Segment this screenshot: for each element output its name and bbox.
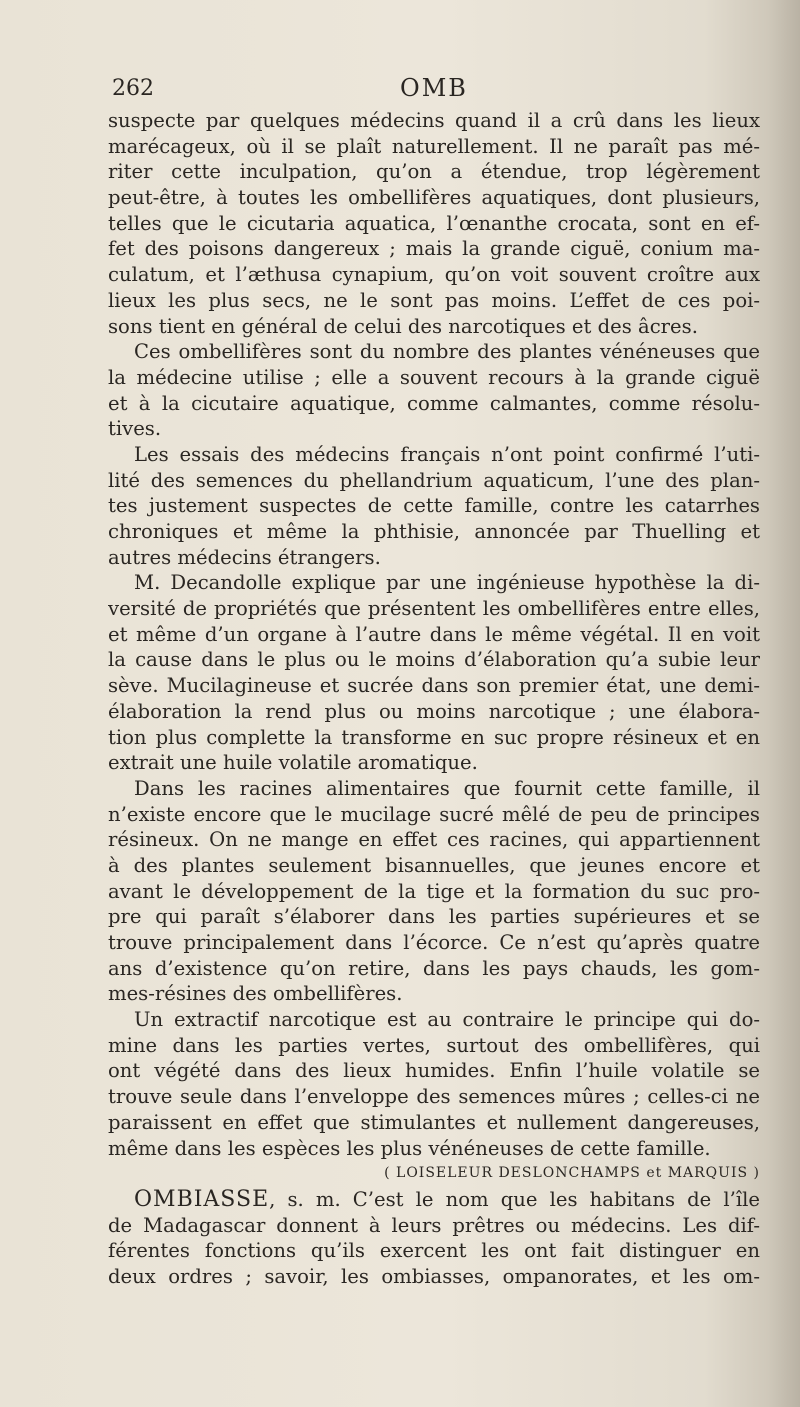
text-line: trouve principalement dans l’écorce. Ce n’est qu’après quatre: [108, 931, 760, 954]
text-line: fet des poisons dangereux ; mais la grande ciguë, conium ma-: [108, 237, 760, 261]
text-line: Les essais des médecins français n’ont point confirmé l’uti-: [134, 442, 760, 466]
text-line: mine dans les parties vertes, surtout des ombellifères, qui: [108, 1033, 760, 1057]
text-line: lieux les plus secs, ne le sont pas moins. L’effet de ces poi-: [108, 288, 760, 312]
text-line: Ces ombellifères sont du nombre des plantes vénéneuses que: [134, 340, 760, 364]
text-line: extrait une huile volatile aromatique.: [108, 751, 478, 775]
text-line: la médecine utilise ; elle a souvent recours à la grande ciguë: [108, 365, 760, 389]
text-line: marécageux, où il se plaît naturellement. Il ne paraît pas mé-: [108, 134, 760, 158]
text-line: même dans les espèces les plus vénéneuses de cette famille.: [108, 1136, 711, 1160]
text-line: chroniques et même la phthisie, annoncée par Thuelling et: [108, 520, 760, 543]
running-head: OMB: [400, 74, 468, 102]
body-text: [108, 108, 760, 1290]
text-line: culatum, et l’æthusa cynapium, qu’on voit souvent croître aux: [108, 263, 760, 287]
text-line: tion plus complette la transforme en suc propre résineux et en: [108, 725, 760, 749]
page-header: [108, 74, 760, 104]
text-line: et même d’un organe à l’autre dans le même végétal. Il en voit: [108, 622, 760, 646]
text-line: ont végété dans des lieux humides. Enfin l’huile volatile se: [108, 1059, 760, 1083]
text-line: ans d’existence qu’on retire, dans les pays chauds, les gom-: [108, 956, 760, 980]
text-line: avant le développement de la tige et la formation du suc pro-: [108, 879, 760, 903]
text-line: résineux. On ne mange en effet ces racines, qui appartiennent: [108, 828, 760, 852]
entry-text-line: férentes fonctions qu’ils exercent les ont fait distinguer en: [108, 1239, 760, 1263]
text-line: versité de propriétés que présentent les ombellifères entre elles,: [108, 597, 760, 621]
text-line: élaboration la rend plus ou moins narcotique ; une élabora-: [108, 699, 760, 723]
text-line: tives.: [108, 417, 162, 441]
text-line: autres médecins étrangers.: [108, 545, 381, 569]
text-line: trouve seule dans l’enveloppe des semences mûres ; celles-ci ne: [108, 1085, 760, 1109]
text-line: et à la cicutaire aquatique, comme calmantes, comme résolu-: [108, 391, 760, 415]
entry-first-line: [108, 1187, 760, 1213]
page-number: 262: [112, 76, 154, 101]
text-line: riter cette inculpation, qu’on a étendue, trop légèrement: [108, 160, 760, 184]
text-line: à des plantes seulement bisannuelles, que jeunes encore et: [108, 853, 760, 877]
entry-headword: OMBIASSE: [134, 1186, 270, 1212]
text-line: suspecte par quelques médecins quand il a crû dans les lieux: [108, 109, 760, 132]
text-line: M. Decandolle explique par une ingénieuse hypothèse la di-: [134, 571, 760, 595]
text-line: n’existe encore que le mucilage sucré mêlé de peu de principes: [108, 802, 760, 826]
text-line: mes-résines des ombellifères.: [108, 982, 403, 1006]
author-signature: ( LOISELEUR DESLONCHAMPS et MARQUIS ): [384, 1165, 760, 1182]
text-line: pre qui paraît s’élaborer dans les parties supérieures et se: [108, 905, 760, 929]
text-line: sons tient en général de celui des narcotiques et des âcres.: [108, 314, 698, 338]
text-line: lité des semences du phellandrium aquaticum, l’une des plan-: [108, 468, 760, 492]
text-line: peut-être, à toutes les ombellifères aquatiques, dont plusieurs,: [108, 186, 760, 210]
text-line: Un extractif narcotique est au contraire le principe qui do-: [134, 1008, 760, 1032]
entry-text-line: deux ordres ; savoir, les ombiasses, ompanorates, et les om-: [108, 1264, 760, 1288]
text-line: sève. Mucilagineuse et sucrée dans son premier état, une demi-: [108, 674, 760, 698]
text-line: telles que le cicutaria aquatica, l’œnanthe crocata, sont en ef-: [108, 211, 760, 235]
entry-text-line: de Madagascar donnent à leurs prêtres ou médecins. Les dif-: [108, 1213, 760, 1237]
text-line: la cause dans le plus ou le moins d’élaboration qu’a subie leur: [108, 648, 760, 672]
entry-first-line-text: , s. m. C’est le nom que les habitans de l’île: [269, 1187, 760, 1211]
text-line: tes justement suspectes de cette famille, contre les catarrhes: [108, 494, 760, 518]
body-lines: [108, 108, 760, 1161]
text-line: paraissent en effet que stimulantes et nullement dangereuses,: [108, 1110, 760, 1134]
entry-lines: [108, 1213, 760, 1290]
text-line: Dans les racines alimentaires que fournit cette famille, il: [134, 776, 760, 800]
